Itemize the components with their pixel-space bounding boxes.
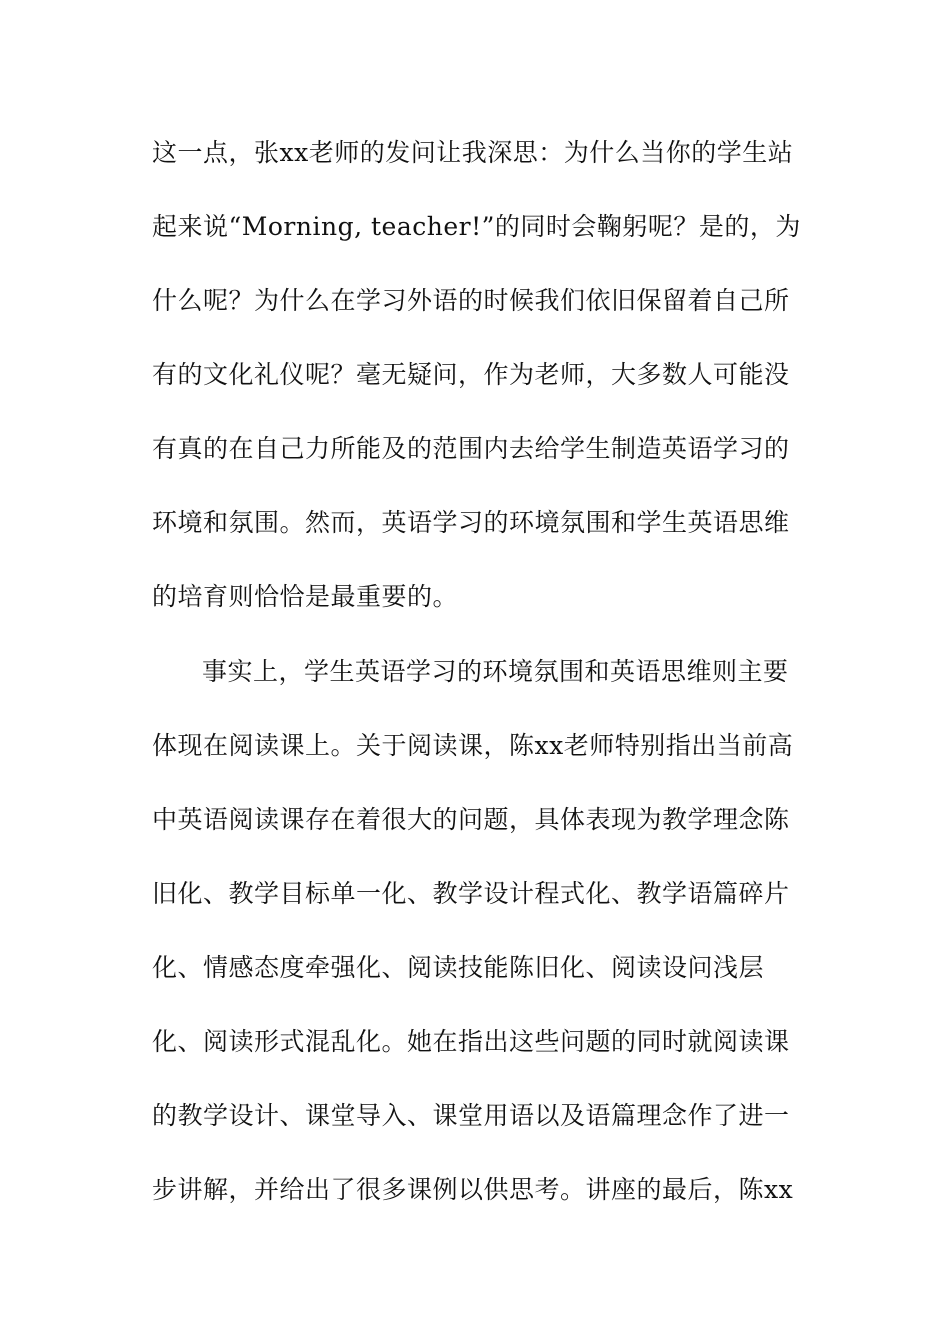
text-line: 的教学设计、课堂导入、课堂用语以及语篇理念作了进一 [152,1101,790,1130]
text-line: 环境和氛围。然而，英语学习的环境氛围和学生英语思维 [152,508,790,537]
text-line: 步讲解，并给出了很多课例以供思考。讲座的最后，陈xx [152,1175,794,1204]
text-line: 化、情感态度牵强化、阅读技能陈旧化、阅读设问浅层 [152,953,765,982]
text-line: 旧化、教学目标单一化、教学设计程式化、教学语篇碎片 [152,879,790,908]
text-line: 起来说“Morning, teacher!”的同时会鞠躬呢？是的，为 [152,212,801,241]
text-line: 什么呢？为什么在学习外语的时候我们依旧保留着自己所 [152,286,790,315]
text-line: 中英语阅读课存在着很大的问题，具体表现为教学理念陈 [152,805,790,834]
text-line: 的培育则恰恰是最重要的。 [152,582,459,611]
text-line: 有真的在自己力所能及的范围内去给学生制造英语学习的 [152,434,790,463]
text-line: 体现在阅读课上。关于阅读课，陈xx老师特别指出当前高 [152,731,794,760]
text-line: 这一点，张xx老师的发问让我深思：为什么当你的学生站 [152,138,794,167]
text-line: 化、阅读形式混乱化。她在指出这些问题的同时就阅读课 [152,1027,790,1056]
text-line: 有的文化礼仪呢？毫无疑问，作为老师，大多数人可能没 [152,360,790,389]
text-line-indented: 事实上，学生英语学习的环境氛围和英语思维则主要 [202,657,789,686]
